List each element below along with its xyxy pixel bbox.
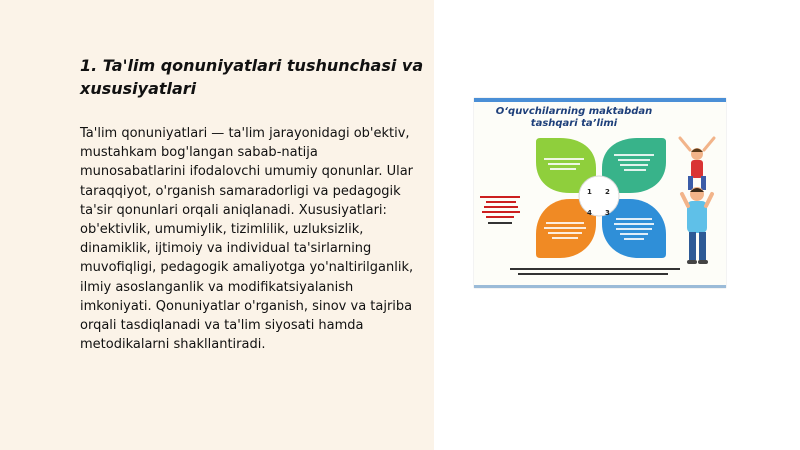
slide-title: 1. Ta'lim qonuniyatlari tushunchasi va xususiyatlari [80,56,424,98]
infographic-artwork [474,98,726,288]
petal-number-1: 1 [587,188,592,196]
petal-number-2: 2 [605,188,610,196]
parent-child-illustration [680,138,714,264]
infographic-heading: O‘quvchilarning maktabdan tashqari ta’limi [495,106,653,129]
quote-lines [480,196,520,224]
infographic-image [474,98,726,288]
petal-number-3: 3 [605,209,610,217]
slide-body: Ta'lim qonuniyatlari — ta'lim jarayonidagi ob'ektiv, mustahkam bog'langan sabab-natija munosabatlarini ifodalovchi umumiy qonunlar. Ular taraqqiyot, o'rganish samaradorligi va pedagogik ta'sir qonunlari orqali aniqlanadi. Xususiyatlari: ob'ektivlik, umumiylik, tizimlilik, uzluksizlik, dinamiklik, ijtimoiy va individual ta'sirlarning muvofiqligi, pedagogik amaliyotga yo'naltirilganlik, ilmiy asoslanganlik va modifikatsiyalanish imkoniyati. Qonuniyatlar o'rganish, sinov va tajriba orqali tasdiqlanadi va ta'lim siyosati hamda metodikalarni shakllantiradi. [80,126,414,353]
infographic-bottom-bar [474,285,726,288]
footer-text-lines [510,268,680,275]
petal-number-4: 4 [587,209,592,217]
center-circle [579,176,619,216]
